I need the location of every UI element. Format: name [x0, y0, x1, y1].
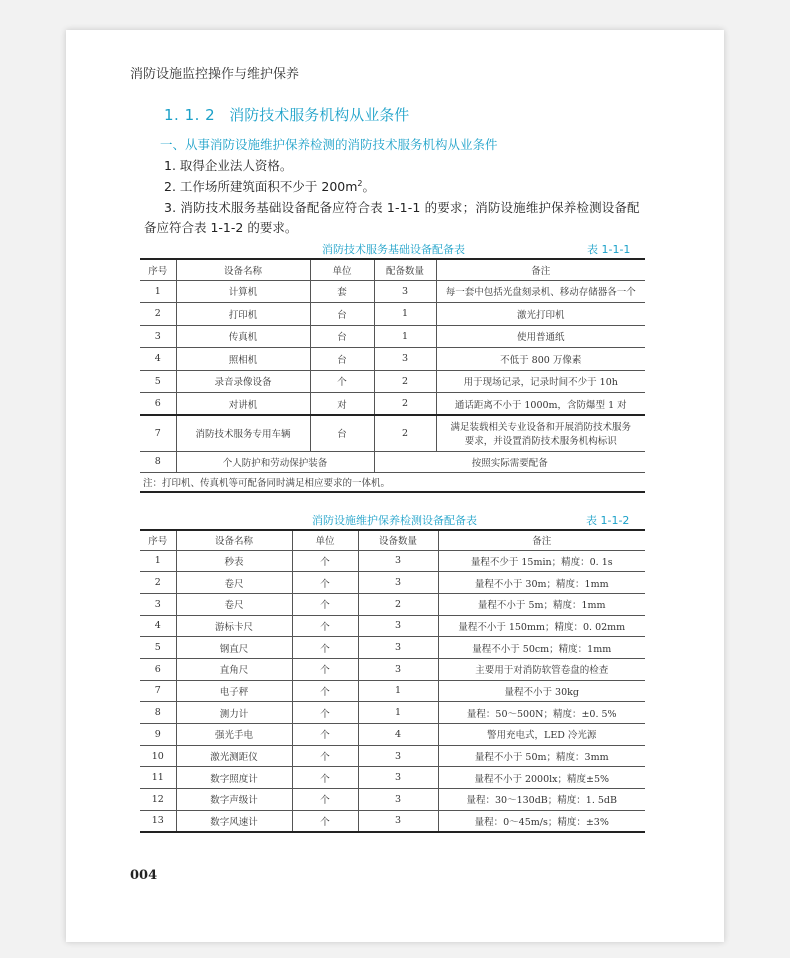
table-cell: 个 — [292, 789, 358, 811]
paragraph-3-line-1: 3. 消防技术服务基础设备配备应符合表 1-1-1 的要求；消防设施维护保养检测设备配 — [164, 200, 640, 215]
table-cell: 激光测距仪 — [176, 745, 292, 767]
table-cell: 量程：50～500N；精度：±0. 5% — [438, 702, 645, 724]
table2-header: 设备名称 — [176, 530, 292, 550]
section-title — [164, 104, 409, 125]
table-cell: 数字风速计 — [176, 810, 292, 832]
section-number: 1. 1. 2 — [164, 106, 216, 124]
table1-header: 备注 — [436, 259, 645, 280]
table-cell: 录音录像设备 — [176, 370, 310, 393]
table-cell: 4 — [140, 348, 176, 371]
table-cell: 2 — [374, 415, 436, 451]
table-cell: 数字声级计 — [176, 789, 292, 811]
table-cell: 个 — [292, 724, 358, 746]
table2 — [140, 529, 645, 833]
table1-header: 配备数量 — [374, 259, 436, 280]
table-cell: 4 — [140, 615, 176, 637]
table-cell: 1 — [374, 325, 436, 348]
table-cell: 1 — [358, 702, 438, 724]
table-cell: 测力计 — [176, 702, 292, 724]
table-cell: 游标卡尺 — [176, 615, 292, 637]
table-cell: 4 — [358, 724, 438, 746]
table-cell: 不低于 800 万像素 — [436, 348, 645, 371]
table-cell: 激光打印机 — [436, 303, 645, 326]
table-cell: 台 — [310, 303, 374, 326]
table-cell: 警用充电式，LED 冷光源 — [438, 724, 645, 746]
table-cell: 强光手电 — [176, 724, 292, 746]
table-cell: 量程不小于 30kg — [438, 680, 645, 702]
table-cell: 7 — [140, 680, 176, 702]
table2-caption: 消防设施维护保养检测设备配备表 — [312, 514, 477, 527]
table1 — [140, 258, 645, 493]
table-cell: 13 — [140, 810, 176, 832]
table2-header: 序号 — [140, 530, 176, 550]
table-cell: 数字照度计 — [176, 767, 292, 789]
table-row — [140, 767, 645, 789]
table-cell: 传真机 — [176, 325, 310, 348]
table-cell: 个 — [292, 810, 358, 832]
table-cell: 个 — [292, 550, 358, 572]
table-cell: 量程不小于 30m；精度：1mm — [438, 572, 645, 594]
note-line: 要求，并设置消防技术服务机构标识 — [464, 436, 617, 448]
table-cell: 消防技术服务专用车辆 — [176, 415, 310, 451]
table-cell: 10 — [140, 745, 176, 767]
table-cell: 2 — [140, 572, 176, 594]
table-cell: 3 — [358, 550, 438, 572]
table-cell: 台 — [310, 415, 374, 451]
table-cell: 台 — [310, 325, 374, 348]
table-row — [140, 280, 645, 303]
table-cell: 1 — [140, 550, 176, 572]
table-cell: 7 — [140, 415, 176, 451]
table-cell: 电子秤 — [176, 680, 292, 702]
section-title-text: 消防技术服务机构从业条件 — [229, 106, 410, 124]
table-row — [140, 789, 645, 811]
table-cell: 个 — [292, 572, 358, 594]
table-row — [140, 415, 645, 451]
table-row — [140, 724, 645, 746]
table-cell: 2 — [374, 370, 436, 393]
table-row — [140, 348, 645, 371]
paragraph-1: 1. 取得企业法人资格。 — [164, 158, 293, 173]
table-cell: 个 — [292, 637, 358, 659]
table2-label: 表 1-1-2 — [586, 514, 630, 527]
table-cell: 2 — [358, 593, 438, 615]
table-cell: 9 — [140, 724, 176, 746]
table-row — [140, 745, 645, 767]
table-cell: 2 — [374, 393, 436, 416]
table-cell: 3 — [374, 348, 436, 371]
table-cell: 3 — [358, 637, 438, 659]
table-cell: 3 — [140, 325, 176, 348]
table-cell: 对讲机 — [176, 393, 310, 416]
paragraph-2 — [164, 177, 375, 195]
table-cell: 秒表 — [176, 550, 292, 572]
table-cell: 量程不少于 15min；精度：0. 1s — [438, 550, 645, 572]
table-cell: 3 — [358, 810, 438, 832]
table-cell: 计算机 — [176, 280, 310, 303]
table1-label: 表 1-1-1 — [587, 243, 631, 256]
table1-header: 序号 — [140, 259, 176, 280]
table-cell: 个人防护和劳动保护装备 — [176, 451, 374, 472]
table-cell: 个 — [292, 702, 358, 724]
table-row — [140, 637, 645, 659]
table-cell: 打印机 — [176, 303, 310, 326]
table-row — [140, 593, 645, 615]
table-cell: 3 — [358, 789, 438, 811]
table-row — [140, 550, 645, 572]
note-line: 满足装载相关专业设备和开展消防技术服务 — [450, 422, 631, 434]
table-cell: 使用普通纸 — [436, 325, 645, 348]
table-cell: 用于现场记录，记录时间不少于 10h — [436, 370, 645, 393]
running-header: 消防设施监控操作与维护保养 — [130, 67, 300, 82]
table-cell: 3 — [374, 280, 436, 303]
table-cell: 2 — [140, 303, 176, 326]
table-cell: 直角尺 — [176, 658, 292, 680]
table-row — [140, 370, 645, 393]
table-cell: 每一套中包括光盘刻录机、移动存储器各一个 — [436, 280, 645, 303]
table-cell: 量程：0～45m/s；精度：±3% — [438, 810, 645, 832]
table-row — [140, 325, 645, 348]
table-cell: 5 — [140, 370, 176, 393]
table1-header: 设备名称 — [176, 259, 310, 280]
table-cell: 1 — [140, 280, 176, 303]
table-cell: 量程不小于 50m；精度：3mm — [438, 745, 645, 767]
table1-header-row — [140, 259, 645, 280]
page-number: 004 — [130, 868, 158, 883]
table-cell: 8 — [140, 702, 176, 724]
table-cell: 3 — [140, 593, 176, 615]
table-cell: 量程：30～130dB；精度：1. 5dB — [438, 789, 645, 811]
table-row — [140, 393, 645, 416]
table-cell: 套 — [310, 280, 374, 303]
table-cell: 量程不小于 150mm；精度：0. 02mm — [438, 615, 645, 637]
table-cell: 量程不小于 50cm；精度：1mm — [438, 637, 645, 659]
table-cell: 按照实际需要配备 — [374, 451, 645, 472]
table2-header-row — [140, 530, 645, 550]
table-cell: 11 — [140, 767, 176, 789]
table-cell: 主要用于对消防软管卷盘的检查 — [438, 658, 645, 680]
table-cell: 个 — [310, 370, 374, 393]
subsection-title: 一、从事消防设施维护保养检测的消防技术服务机构从业条件 — [160, 137, 498, 152]
table-cell: 个 — [292, 680, 358, 702]
table-cell: 3 — [358, 572, 438, 594]
table-cell: 卷尺 — [176, 572, 292, 594]
table-cell: 个 — [292, 658, 358, 680]
table-row — [140, 680, 645, 702]
table-cell: 3 — [358, 658, 438, 680]
paragraph-3-line-2: 备应符合表 1-1-2 的要求。 — [144, 220, 298, 235]
table1-header: 单位 — [310, 259, 374, 280]
table-cell: 照相机 — [176, 348, 310, 371]
table-cell: 卷尺 — [176, 593, 292, 615]
table-row — [140, 615, 645, 637]
table-cell — [436, 415, 645, 451]
table1-caption: 消防技术服务基础设备配备表 — [322, 243, 465, 256]
table-row — [140, 702, 645, 724]
table-cell: 5 — [140, 637, 176, 659]
table-cell: 量程不小于 5m；精度：1mm — [438, 593, 645, 615]
table-row — [140, 572, 645, 594]
table-cell: 6 — [140, 658, 176, 680]
table2-header: 备注 — [438, 530, 645, 550]
table-cell: 1 — [374, 303, 436, 326]
table1-note-row — [140, 472, 645, 492]
paragraph-2-text: 2. 工作场所建筑面积不少于 200m — [164, 179, 358, 194]
table-cell: 12 — [140, 789, 176, 811]
table-cell: 量程不小于 2000lx；精度±5% — [438, 767, 645, 789]
table2-header: 设备数量 — [358, 530, 438, 550]
table-cell: 个 — [292, 767, 358, 789]
table-row — [140, 658, 645, 680]
table-cell: 对 — [310, 393, 374, 416]
table-cell: 8 — [140, 451, 176, 472]
table-row — [140, 451, 645, 472]
table-cell: 3 — [358, 767, 438, 789]
paragraph-2-end: 。 — [362, 179, 376, 194]
table2-header: 单位 — [292, 530, 358, 550]
table-row — [140, 303, 645, 326]
table-row — [140, 810, 645, 832]
table-cell: 1 — [358, 680, 438, 702]
table-cell: 个 — [292, 745, 358, 767]
superscript: 2 — [357, 178, 363, 188]
table1-note: 注：打印机、传真机等可配备同时满足相应要求的一体机。 — [140, 472, 645, 492]
table-cell: 台 — [310, 348, 374, 371]
table-cell: 个 — [292, 593, 358, 615]
table-cell: 6 — [140, 393, 176, 416]
table-cell: 3 — [358, 745, 438, 767]
table-cell: 3 — [358, 615, 438, 637]
table-cell: 个 — [292, 615, 358, 637]
table-cell: 钢直尺 — [176, 637, 292, 659]
table-cell: 通话距离不小于 1000m，含防爆型 1 对 — [436, 393, 645, 416]
